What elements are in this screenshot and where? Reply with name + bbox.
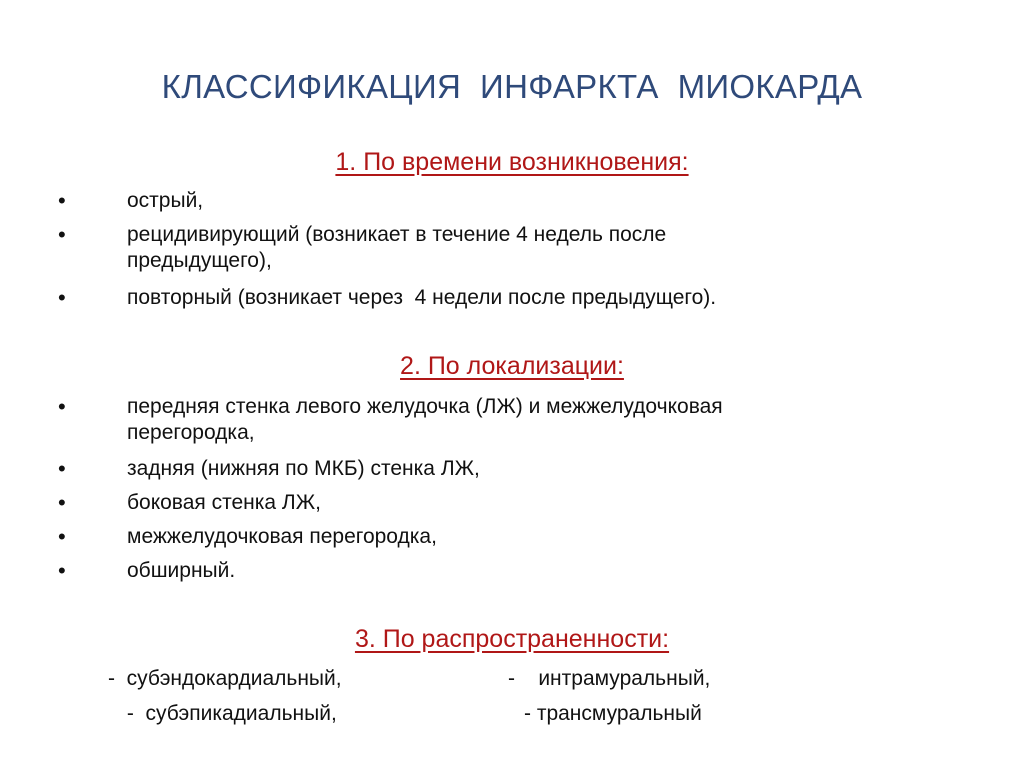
- bullet-icon: •: [58, 558, 66, 583]
- distribution-item-intramural: - интрамуральный,: [508, 667, 711, 690]
- bullet-icon: •: [58, 188, 66, 213]
- list-item-text: передняя стенка левого желудочка (ЛЖ) и межжелудочковая перегородка,: [127, 395, 723, 444]
- list-item-text: боковая стенка ЛЖ,: [127, 491, 321, 514]
- bullet-icon: •: [58, 394, 66, 419]
- list-item-text: рецидивирующий (возникает в течение 4 недель после предыдущего),: [127, 223, 667, 272]
- section-heading-localization: 2. По локализации:: [400, 352, 624, 380]
- bullet-icon: •: [58, 285, 66, 310]
- distribution-item-transmural: - трансмуральный: [524, 702, 702, 725]
- bullet-icon: •: [58, 222, 66, 247]
- list-item-text: задняя (нижняя по МКБ) стенка ЛЖ,: [127, 457, 480, 480]
- bullet-icon: •: [58, 456, 66, 481]
- bullet-icon: •: [58, 490, 66, 515]
- list-item-text: обширный.: [127, 559, 236, 582]
- distribution-item-subendocardial: - субэндокардиальный,: [108, 667, 342, 690]
- list-item-text: межжелудочковая перегородка,: [127, 525, 437, 548]
- slide-title: КЛАССИФИКАЦИЯ ИНФАРКТА МИОКАРДА: [161, 68, 863, 105]
- section-heading-distribution: 3. По распространенности:: [354, 625, 670, 653]
- distribution-item-subepicardial: - субэпикадиальный,: [121, 702, 337, 725]
- list-item-text: острый,: [127, 189, 204, 212]
- list-item-text: повторный (возникает через 4 недели после предыдущего).: [127, 286, 717, 309]
- section-heading-time: 1. По времени возникновения:: [335, 148, 689, 176]
- bullet-icon: •: [58, 524, 66, 549]
